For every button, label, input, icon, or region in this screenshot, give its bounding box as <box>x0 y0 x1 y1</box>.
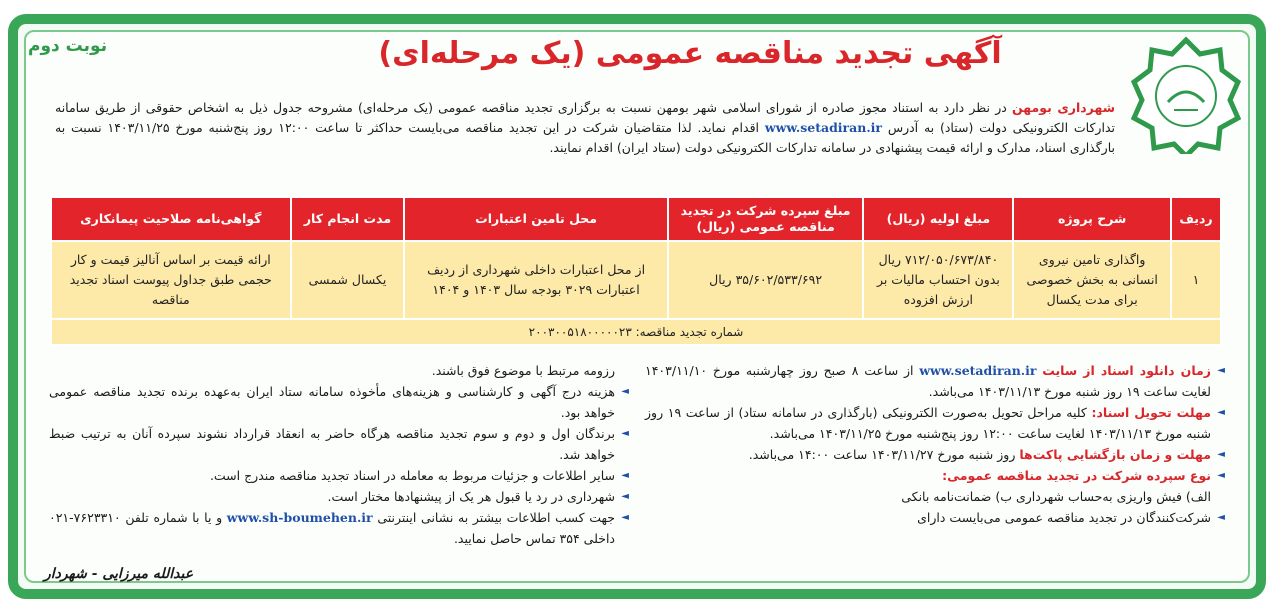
list-item <box>645 402 1225 444</box>
intro-paragraph <box>55 98 1115 158</box>
table-header-row <box>51 197 1221 241</box>
contact-pre-text: جهت کسب اطلاعات بیشتر به نشانی اینترنتی <box>372 510 615 525</box>
advertising-cost-text: هزینه درج آگهی و کارشناسی و هزینه‌های مأخوذه سامانه ستاد ایران به‌عهده برنده تجدید مناقصه عمومی خواهد بود. <box>49 384 615 420</box>
intro-text-1: در نظر دارد به استناد مجوز صادره از شورای اسلامی شهر بومهن نسبت به برگزاری تجدید مناقصه عمومی (یک مرحله‌ای) مشروحه جدول ذیل به اشخاص حقوقی از طریق سامانه تدارکات الکترونیکی دولت (ستاد) به آدرس <box>55 100 1115 135</box>
download-time-text: از ساعت ۸ صبح روز چهارشنبه مورخ ۱۴۰۳/۱۱/۱۰ لغایت ساعت ۱۹ روز شنبه مورخ ۱۴۰۳/۱۱/۱۳ می‌باشد. <box>645 363 1211 399</box>
submission-deadline-text: کلیه مراحل تحویل به‌صورت الکترونیکی (بارگذاری در سامانه ستاد) از ساعت ۱۹ روز شنبه مورخ ۱۴۰۳/۱۱/۱۳ لغایت ساعت ۱۲:۰۰ روز پنج‌شنبه مورخ ۱۴۰۳/۱۱/۲۵ می‌باشد. <box>645 405 1211 441</box>
cell-project-description: واگذاری تامین نیروی انسانی به بخش خصوصی برای مدت یکسال <box>1013 241 1171 319</box>
opening-time-text: روز شنبه مورخ ۱۴۰۳/۱۱/۲۷ ساعت ۱۴:۰۰ می‌باشد. <box>748 447 1020 462</box>
header-contractor-certificate: گواهی‌نامه صلاحیت پیمانکاری <box>51 197 291 241</box>
header-funding-source: محل تامین اعتبارات <box>404 197 667 241</box>
resume-text: رزومه مرتبط با موضوع فوق باشند. <box>431 363 615 378</box>
cell-initial-amount: ۷۱۲/۰۵۰/۶۷۳/۸۴۰ ریال بدون احتساب مالیات بر ارزش افزوده <box>863 241 1013 319</box>
list-item <box>49 381 629 423</box>
list-item <box>49 423 629 465</box>
cell-row-number: ۱ <box>1171 241 1221 319</box>
list-item <box>49 465 629 486</box>
other-info-text: سایر اطلاعات و جزئیات مربوط به معامله در اسناد تجدید مناقصه مندرج است. <box>209 468 615 483</box>
contact-post-text: و یا با شماره تلفن ۷۶۲۳۳۱۰-۰۲۱ داخلی ۳۵۴ تماس حاصل نمایید. <box>49 510 615 546</box>
notice-title: آگهی تجدید مناقصه عمومی (یک مرحله‌ای) <box>378 36 1002 71</box>
list-item <box>645 360 1225 402</box>
mayor-signature: عبدالله میرزایی - شهردار <box>44 566 194 582</box>
cell-funding-source: از محل اعتبارات داخلی شهرداری از ردیف اعتبارات ۳۰۲۹ بودجه سال ۱۴۰۳ و ۱۴۰۴ <box>404 241 667 319</box>
cell-duration: یکسال شمسی <box>291 241 405 319</box>
details-left-column <box>49 360 629 549</box>
municipality-website-link[interactable]: www.sh-boumehen.ir <box>226 510 373 525</box>
rejection-right-text: شهرداری در رد یا قبول هر یک از پیشنهادها مختار است. <box>327 489 615 504</box>
second-turn-badge: نوبت دوم <box>28 36 108 56</box>
deposit-type-label: نوع سپرده شرکت در تجدید مناقصه عمومی: <box>942 468 1211 483</box>
deposit-type-text: الف) فیش واریزی به‌حساب شهرداری ب) ضمانت‌نامه بانکی <box>901 489 1211 504</box>
setad-link[interactable]: www.setadiran.ir <box>764 120 883 135</box>
list-item <box>645 507 1225 528</box>
header-row-number: ردیف <box>1171 197 1221 241</box>
list-item <box>49 360 629 381</box>
setad-link-2[interactable]: www.setadiran.ir <box>919 363 1037 378</box>
header-project-description: شرح پروژه <box>1013 197 1171 241</box>
header-initial-amount: مبلغ اولیه (ریال) <box>863 197 1013 241</box>
list-item <box>645 486 1225 507</box>
participants-requirement-text: شرکت‌کنندگان در تجدید مناقصه عمومی می‌بایست دارای <box>917 510 1211 525</box>
tender-table <box>50 196 1222 346</box>
winners-deposit-text: برندگان اول و دوم و سوم تجدید مناقصه هرگاه حاضر به انعقاد قرارداد نشوند سپرده آنان به ترتیب ضبط خواهد شد. <box>49 426 615 462</box>
org-name: شهرداری بومهن <box>1012 100 1115 115</box>
table-footer-row <box>51 319 1221 345</box>
cell-contractor-certificate: ارائه قیمت بر اساس آنالیز قیمت و کار حجمی طبق جداول پیوست اسناد تجدید مناقصه <box>51 241 291 319</box>
header-duration: مدت انجام کار <box>291 197 405 241</box>
submission-deadline-label: مهلت تحویل اسناد: <box>1091 405 1211 420</box>
municipality-logo-icon <box>1131 34 1241 154</box>
tender-number: شماره تجدید مناقصه: ۲۰۰۳۰۰۵۱۸۰۰۰۰۰۲۳ <box>51 319 1221 345</box>
intro-text-2: اقدام نماید. لذا متقاضیان شرکت در این تجدید مناقصه می‌بایست حداکثر تا ساعت ۱۲:۰۰ روز پنج‌شنبه مورخ ۱۴۰۳/۱۱/۲۵ نسبت به بارگذاری اسناد، مدارک و ارائه قیمت پیشنهادی در سامانه تدارکات الکترونیکی دولت (ستاد ایران) اقدام نمایند. <box>55 120 1115 155</box>
details-right-column <box>645 360 1225 528</box>
cell-deposit-amount: ۳۵/۶۰۲/۵۳۳/۶۹۲ ریال <box>668 241 864 319</box>
opening-time-label: مهلت و زمان بازگشایی پاکت‌ها <box>1019 447 1211 462</box>
table-row <box>51 241 1221 319</box>
download-time-label: زمان دانلود اسناد از سایت <box>1042 363 1211 378</box>
header-deposit-amount: مبلغ سپرده شرکت در تجدید مناقصه عمومی (ریال) <box>668 197 864 241</box>
list-item <box>645 444 1225 465</box>
list-item <box>49 507 629 549</box>
list-item <box>49 486 629 507</box>
list-item <box>645 465 1225 486</box>
